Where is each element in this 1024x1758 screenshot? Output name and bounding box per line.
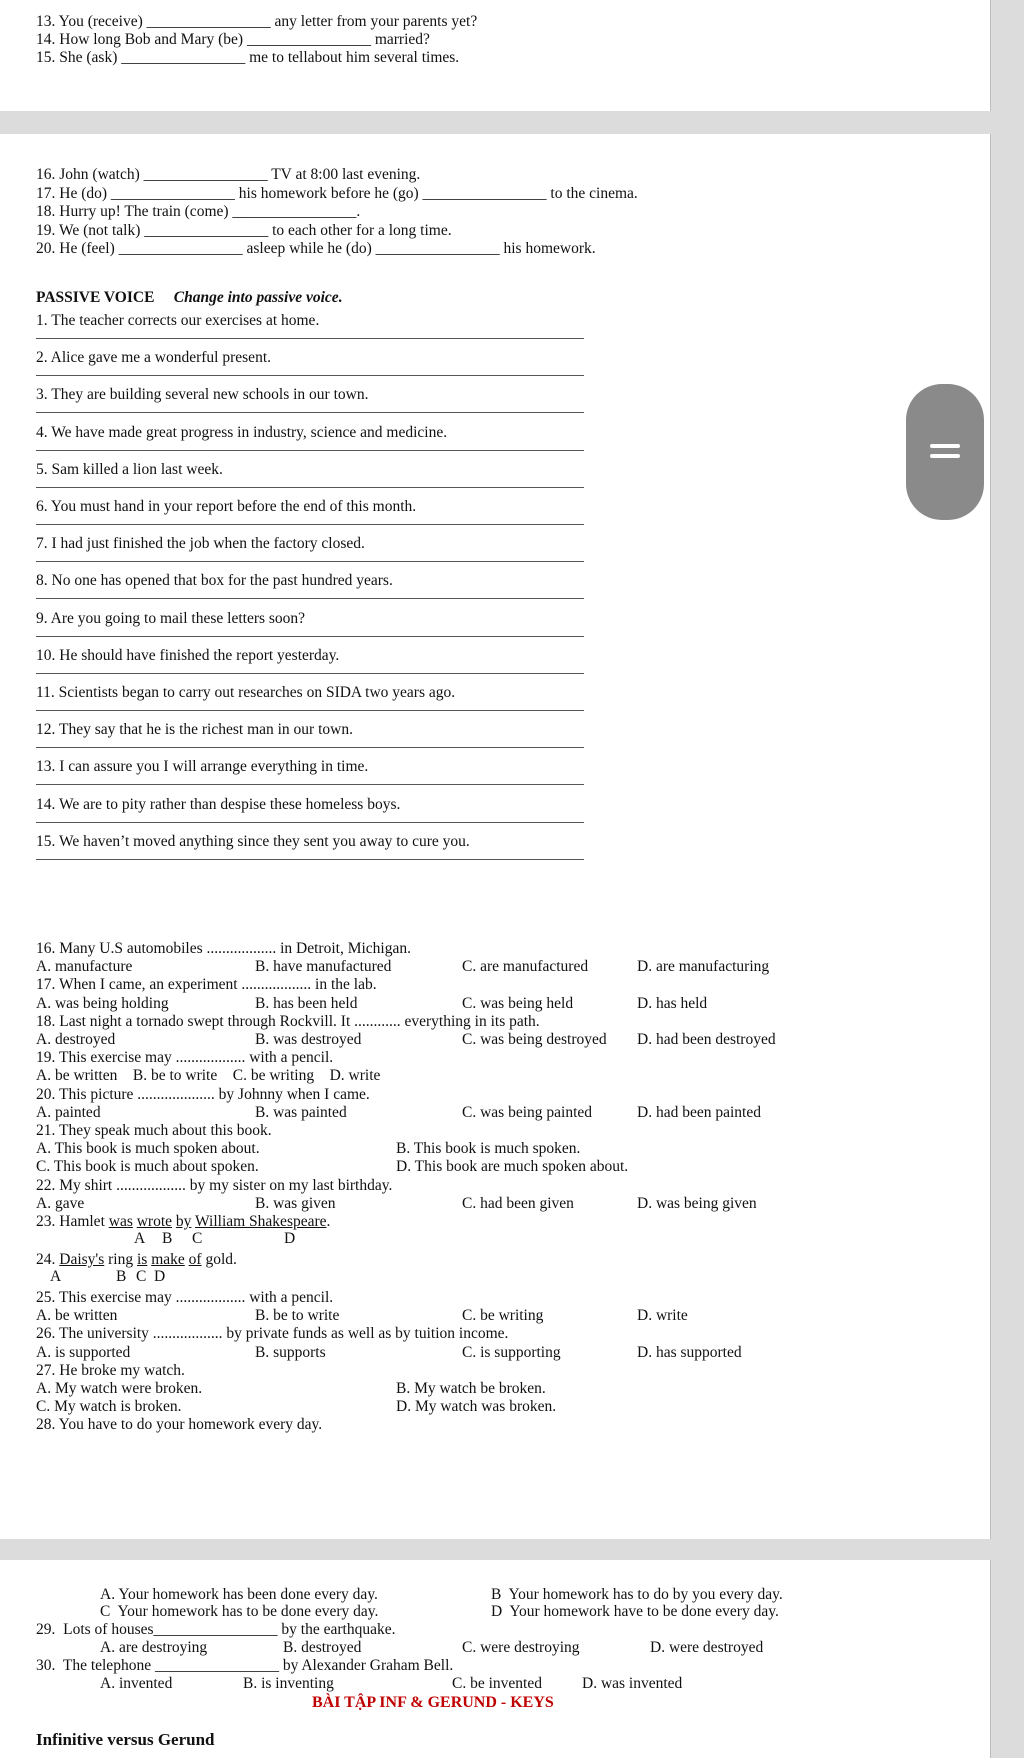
- mcq-option: C. was being painted: [462, 1103, 593, 1121]
- mcq-option: D. This book are much spoken about.: [396, 1158, 629, 1176]
- passive-item: 3. They are building several new schools in our town.: [36, 386, 369, 404]
- answer-line[interactable]: [36, 673, 584, 674]
- passive-item: 10. He should have finished the report yesterday.: [36, 646, 340, 664]
- mcq-question: 16. Many U.S automobiles .................. in Detroit, Michigan.: [36, 940, 411, 957]
- passive-instruction: Change into passive voice.: [173, 289, 343, 306]
- q28-opt-c: C Your homework has to be done every day.: [100, 1603, 379, 1620]
- page-2: [0, 134, 991, 1539]
- passive-item: 9. Are you going to mail these letters soon?: [36, 609, 306, 627]
- q24-word-a: Daisy's: [59, 1251, 105, 1268]
- mcq-option: A. destroyed: [36, 1031, 116, 1048]
- mcq-option: D. was being given: [637, 1194, 757, 1212]
- tense-19: 19. We (not talk) ________________ to each other for a long time.: [36, 222, 452, 239]
- answer-line[interactable]: [36, 784, 584, 785]
- q24-word-c: make: [151, 1251, 185, 1268]
- answer-line[interactable]: [36, 859, 584, 860]
- mcq-option: A. This book is much spoken about.: [36, 1140, 260, 1158]
- q29-opt-a: A. are destroying: [100, 1639, 208, 1656]
- passive-item: 12. They say that he is the richest man in our town.: [36, 721, 353, 739]
- mcq-option-row: A. be written B. be to write C. be writing D. write: [36, 1067, 381, 1085]
- mcq-question: 19. This exercise may .................. with a pencil.: [36, 1049, 334, 1067]
- mcq-question: 17. When I came, an experiment .................. in the lab.: [36, 976, 377, 994]
- mcq-option: D. had been destroyed: [637, 1031, 776, 1048]
- mcq-question: 18. Last night a tornado swept through Rockvill. It ............ everything in its path.: [36, 1012, 540, 1030]
- mcq-option: C. was being destroyed: [462, 1031, 607, 1048]
- passive-item: 8. No one has opened that box for the past hundred years.: [36, 572, 393, 590]
- q24-letter: D: [154, 1268, 166, 1285]
- q24-word-d: of: [188, 1251, 202, 1268]
- section-heading-infinitive-gerund: Infinitive versus Gerund: [36, 1730, 215, 1749]
- q24-letter: A: [50, 1268, 62, 1285]
- answer-line[interactable]: [36, 524, 584, 525]
- answer-line[interactable]: [36, 412, 584, 413]
- mcq-question: 25. This exercise may .................. with a pencil.: [36, 1289, 334, 1306]
- q24-word-b: is: [136, 1251, 148, 1268]
- tense-20: 20. He (feel) ________________ asleep while he (do) ________________ his homework.: [36, 240, 596, 257]
- q24-letter: B: [116, 1268, 127, 1285]
- mcq-option: A. gave: [36, 1194, 85, 1212]
- mcq-option: B. was painted: [255, 1103, 347, 1121]
- q28-opt-d: D Your homework have to be done every day.: [491, 1603, 779, 1620]
- mcq-question: 20. This picture .................... by Johnny when I came.: [36, 1085, 370, 1103]
- handle-grip-line-top: [930, 444, 960, 448]
- q24-sentence: [36, 1251, 237, 1269]
- mcq-option: C. be writing: [462, 1307, 544, 1325]
- q29-opt-c: C. were destroying: [462, 1639, 580, 1656]
- q29-opt-b: B. destroyed: [283, 1639, 362, 1656]
- mcq-option: C. is supporting: [462, 1343, 561, 1361]
- mcq-option: B. has been held: [255, 994, 358, 1012]
- q23-word-b: wrote: [136, 1213, 173, 1230]
- q28-opt-a: A. Your homework has been done every day.: [100, 1586, 378, 1603]
- q24-pre: 24.: [36, 1251, 60, 1268]
- page-1: [0, 0, 991, 111]
- q28-opt-b: B Your homework has to do by you every day.: [491, 1586, 783, 1603]
- passive-item: 4. We have made great progress in industry, science and medicine.: [36, 423, 448, 441]
- q23-end: .: [326, 1213, 331, 1230]
- mcq-option: A. is supported: [36, 1343, 131, 1361]
- answer-line[interactable]: [36, 487, 584, 488]
- mcq-option: A. manufacture: [36, 958, 133, 976]
- q23-word-d: William Shakespeare: [195, 1213, 327, 1230]
- passive-heading: PASSIVE VOICE: [36, 289, 155, 306]
- q23-word-c: by: [175, 1213, 192, 1230]
- q29-opt-d: D. were destroyed: [650, 1639, 764, 1656]
- answer-line[interactable]: [36, 375, 584, 376]
- mcq-option: B. be to write: [255, 1307, 340, 1325]
- q30-opt-a: A. invented: [100, 1675, 173, 1692]
- mcq-option: A. painted: [36, 1103, 101, 1121]
- q23-pre: 23. Hamlet: [36, 1213, 109, 1230]
- passive-item: 7. I had just finished the job when the factory closed.: [36, 535, 365, 553]
- mcq-question: 27. He broke my watch.: [36, 1361, 185, 1379]
- q23-sentence: [36, 1213, 330, 1231]
- mcq-option: D. has held: [637, 994, 708, 1012]
- answer-line[interactable]: [36, 338, 584, 339]
- passive-heading-line: [36, 289, 343, 307]
- q29-question: 29. Lots of houses________________ by the earthquake.: [36, 1621, 396, 1638]
- answer-line[interactable]: [36, 561, 584, 562]
- q23-letter: B: [162, 1230, 173, 1247]
- handle-grip-line-bottom: [930, 454, 960, 458]
- mcq-option: B. My watch be broken.: [396, 1380, 546, 1397]
- mcq-option: D. are manufacturing: [637, 958, 770, 976]
- keys-title: BÀI TẬP INF & GERUND - KEYS: [312, 1694, 554, 1711]
- q23-word-a: was: [108, 1213, 133, 1230]
- mcq-option: C. My watch is broken.: [36, 1398, 182, 1416]
- mcq-question: 22. My shirt .................. by my sister on my last birthday.: [36, 1176, 393, 1194]
- passive-item: 1. The teacher corrects our exercises at home.: [36, 312, 320, 329]
- q23-letter: A: [134, 1230, 146, 1247]
- mcq-option: B. supports: [255, 1343, 326, 1361]
- answer-line[interactable]: [36, 450, 584, 451]
- answer-line[interactable]: [36, 822, 584, 823]
- mcq-option: A. My watch were broken.: [36, 1380, 203, 1397]
- q23-letter: D: [284, 1230, 296, 1247]
- q24-letter: C: [136, 1268, 147, 1285]
- mcq-option: D. My watch was broken.: [396, 1398, 557, 1416]
- q28-question: 28. You have to do your homework every day.: [36, 1416, 323, 1434]
- tense-13: 13. You (receive) ________________ any letter from your parents yet?: [36, 13, 478, 30]
- scroll-drag-handle[interactable]: [906, 384, 984, 520]
- q30-opt-b: B. is inventing: [243, 1675, 334, 1692]
- passive-item: 15. We haven’t moved anything since they sent you away to cure you.: [36, 832, 470, 850]
- tense-17: 17. He (do) ________________ his homework before he (go) ________________ to the cinema.: [36, 185, 638, 202]
- mcq-option: B. have manufactured: [255, 958, 392, 976]
- answer-line[interactable]: [36, 710, 584, 711]
- passive-item: 6. You must hand in your report before the end of this month.: [36, 498, 417, 515]
- passive-item: 13. I can assure you I will arrange everything in time.: [36, 758, 369, 776]
- mcq-option: B. was given: [255, 1194, 336, 1212]
- mcq-option: D. has supported: [637, 1343, 742, 1361]
- q24-mid: ring: [104, 1251, 137, 1268]
- q30-question: 30. The telephone ________________ by Alexander Graham Bell.: [36, 1657, 454, 1674]
- mcq-question: 26. The university .................. by private funds as well as by tuition income.: [36, 1325, 509, 1343]
- mcq-option: C. This book is much about spoken.: [36, 1158, 259, 1176]
- mcq-option: A. be written: [36, 1307, 118, 1325]
- passive-item: 5. Sam killed a lion last week.: [36, 460, 223, 478]
- tense-15: 15. She (ask) ________________ me to tellabout him several times.: [36, 49, 460, 66]
- mcq-option: D. write: [637, 1307, 688, 1325]
- page-3: [0, 1560, 991, 1758]
- passive-item: 2. Alice gave me a wonderful present.: [36, 349, 271, 367]
- answer-line[interactable]: [36, 636, 584, 637]
- mcq-option: C. are manufactured: [462, 958, 589, 976]
- mcq-option: A. was being holding: [36, 994, 169, 1012]
- mcq-option: C. had been given: [462, 1194, 574, 1212]
- q23-letter: C: [192, 1230, 203, 1247]
- tense-14: 14. How long Bob and Mary (be) ________________ married?: [36, 31, 430, 48]
- mcq-option: D. had been painted: [637, 1103, 761, 1121]
- mcq-option: B. This book is much spoken.: [396, 1140, 581, 1158]
- mcq-option: C. was being held: [462, 994, 574, 1012]
- mcq-option: B. was destroyed: [255, 1031, 362, 1048]
- mcq-question: 21. They speak much about this book.: [36, 1122, 272, 1139]
- answer-line[interactable]: [36, 747, 584, 748]
- passive-item: 14. We are to pity rather than despise these homeless boys.: [36, 795, 401, 813]
- q24-end: gold.: [201, 1251, 237, 1268]
- q30-opt-c: C. be invented: [452, 1675, 542, 1692]
- answer-line[interactable]: [36, 598, 584, 599]
- q30-opt-d: D. was invented: [582, 1675, 683, 1692]
- tense-16: 16. John (watch) ________________ TV at 8:00 last evening.: [36, 166, 421, 183]
- passive-item: 11. Scientists began to carry out researches on SIDA two years ago.: [36, 684, 456, 701]
- tense-18: 18. Hurry up! The train (come) ________________.: [36, 203, 361, 220]
